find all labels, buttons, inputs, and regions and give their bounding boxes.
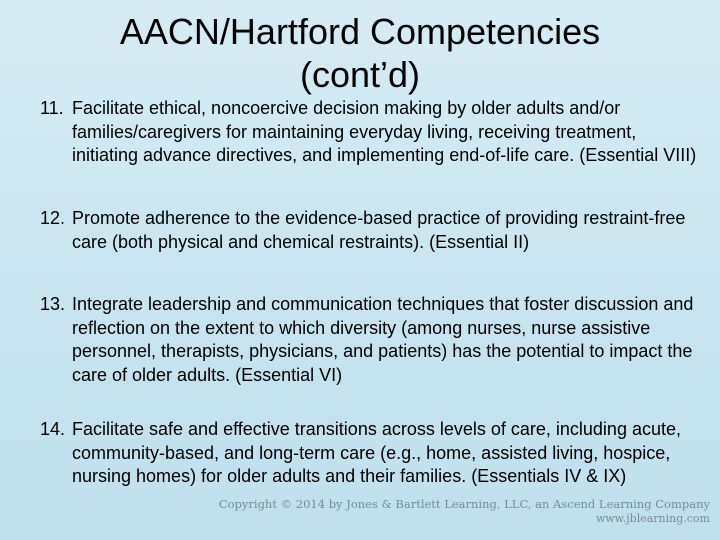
competency-item-11 [40, 97, 705, 168]
competency-item-14 [40, 418, 705, 489]
copyright-text: Copyright © 2014 by Jones & Bartlett Learning, LLC, an Ascend Learning Company [218, 497, 710, 511]
slide-title: AACN/Hartford Competencies (cont’d) [119, 11, 601, 95]
item-number: 13. [40, 294, 66, 314]
copyright-notice [219, 497, 710, 525]
item-text: Facilitate safe and effective transitions across levels of care, including acute, community-based, and long-term care (e.g., home, assisted living, hospice, nursing homes) for older adults and their families. (Essentials IV & IX) [72, 419, 681, 486]
competency-item-12 [40, 207, 705, 254]
item-text: Promote adherence to the evidence-based practice of providing restraint-free care (both physical and chemical restraints). (Essential II) [72, 208, 686, 252]
item-number: 12. [40, 208, 66, 228]
item-number: 11. [40, 98, 64, 118]
item-text: Facilitate ethical, noncoercive decision making by older adults and/or families/caregivers for maintaining everyday living, receiving treatment, initiating advance directives, and implementing end-of-life care. (Essential VIII) [72, 98, 697, 165]
item-number: 14. [40, 419, 66, 439]
website-text: www.jblearning.com [595, 512, 710, 525]
competency-item-13 [40, 293, 705, 387]
item-text: Integrate leadership and communication techniques that foster discussion and reflection on the extent to which diversity (among nurses, nurse assistive personnel, therapists, physicians, and patients) has the potential to impact the care of older adults. (Essential VI) [72, 294, 694, 385]
